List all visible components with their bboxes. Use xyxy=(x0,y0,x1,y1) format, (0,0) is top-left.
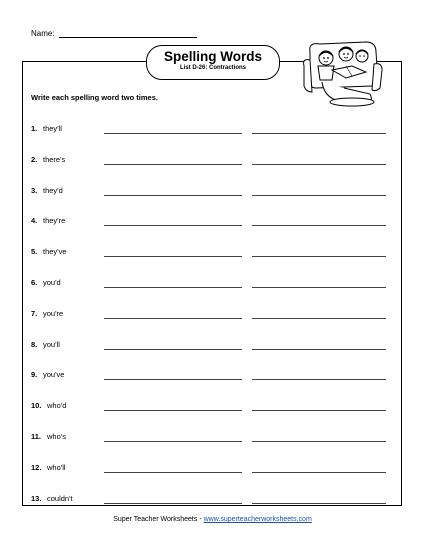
footer xyxy=(0,516,425,523)
word-row xyxy=(31,370,391,382)
spelling-word: they'd xyxy=(43,185,63,195)
write-line-first[interactable] xyxy=(104,349,242,350)
word-row xyxy=(31,432,391,444)
word-row xyxy=(31,124,391,136)
worksheet-subtitle: List D-26: Contractions xyxy=(179,65,246,71)
instructions: Write each spelling word two times. xyxy=(31,93,158,102)
write-line-second[interactable] xyxy=(252,503,386,504)
spelling-word: who'd xyxy=(47,401,67,411)
spelling-word: who'll xyxy=(47,462,66,472)
word-row xyxy=(31,216,391,228)
footer-brand: Super Teacher Worksheets xyxy=(113,516,198,523)
word-number: 1. xyxy=(31,124,38,133)
spelling-word: you'd xyxy=(43,278,61,287)
word-row xyxy=(31,494,391,506)
word-number: 8. xyxy=(31,339,38,349)
spelling-word: there's xyxy=(43,154,66,164)
word-row xyxy=(31,155,391,167)
write-line-first[interactable] xyxy=(104,225,242,226)
word-number: 9. xyxy=(31,370,38,380)
word-row xyxy=(31,186,391,198)
write-line-second[interactable] xyxy=(252,318,386,319)
word-row xyxy=(31,340,391,352)
write-line-first[interactable] xyxy=(104,195,242,196)
spelling-word: you've xyxy=(43,370,65,380)
word-number: 2. xyxy=(31,154,38,164)
word-row xyxy=(31,401,391,413)
write-line-first[interactable] xyxy=(104,379,242,380)
worksheet-title: Spelling Words xyxy=(163,49,262,64)
word-row xyxy=(31,309,391,321)
word-number: 4. xyxy=(31,216,38,226)
write-line-second[interactable] xyxy=(252,349,386,350)
spelling-word: couldn't xyxy=(47,493,73,503)
word-number: 6. xyxy=(31,278,38,287)
write-line-first[interactable] xyxy=(104,256,242,257)
write-line-second[interactable] xyxy=(252,410,386,411)
write-line-first[interactable] xyxy=(104,133,242,134)
name-field xyxy=(31,29,197,38)
word-number: 13. xyxy=(31,493,42,503)
spelling-word: who's xyxy=(47,432,66,441)
spelling-word: they're xyxy=(43,216,66,226)
write-line-second[interactable] xyxy=(252,256,386,257)
title-box xyxy=(146,45,280,80)
spelling-word: you're xyxy=(43,308,64,318)
spelling-word: they've xyxy=(43,247,67,257)
write-line-second[interactable] xyxy=(252,287,386,288)
word-number: 11. xyxy=(31,432,42,441)
write-line-second[interactable] xyxy=(252,225,386,226)
word-number: 10. xyxy=(31,401,42,411)
word-row xyxy=(31,278,391,290)
write-line-first[interactable] xyxy=(104,503,242,504)
write-line-second[interactable] xyxy=(252,133,386,134)
word-number: 5. xyxy=(31,247,38,257)
word-number: 12. xyxy=(31,462,42,472)
write-line-second[interactable] xyxy=(252,379,386,380)
footer-url-link[interactable]: www.superteacherworksheets.com xyxy=(203,516,312,523)
spelling-word: you'll xyxy=(43,339,60,349)
write-line-first[interactable] xyxy=(104,318,242,319)
word-row xyxy=(31,463,391,475)
kids-reading-clipart-icon xyxy=(296,36,384,108)
word-number: 3. xyxy=(31,185,38,195)
word-row xyxy=(31,247,391,259)
footer-separator: - xyxy=(197,516,204,523)
spelling-word: they'll xyxy=(43,124,62,133)
write-line-first[interactable] xyxy=(104,164,242,165)
write-line-second[interactable] xyxy=(252,195,386,196)
write-line-second[interactable] xyxy=(252,164,386,165)
write-line-first[interactable] xyxy=(104,410,242,411)
write-line-first[interactable] xyxy=(104,472,242,473)
write-line-first[interactable] xyxy=(104,287,242,288)
name-blank-line[interactable] xyxy=(59,29,197,38)
write-line-second[interactable] xyxy=(252,441,386,442)
write-line-first[interactable] xyxy=(104,441,242,442)
name-label: Name: xyxy=(31,29,55,38)
word-number: 7. xyxy=(31,308,38,318)
write-line-second[interactable] xyxy=(252,472,386,473)
